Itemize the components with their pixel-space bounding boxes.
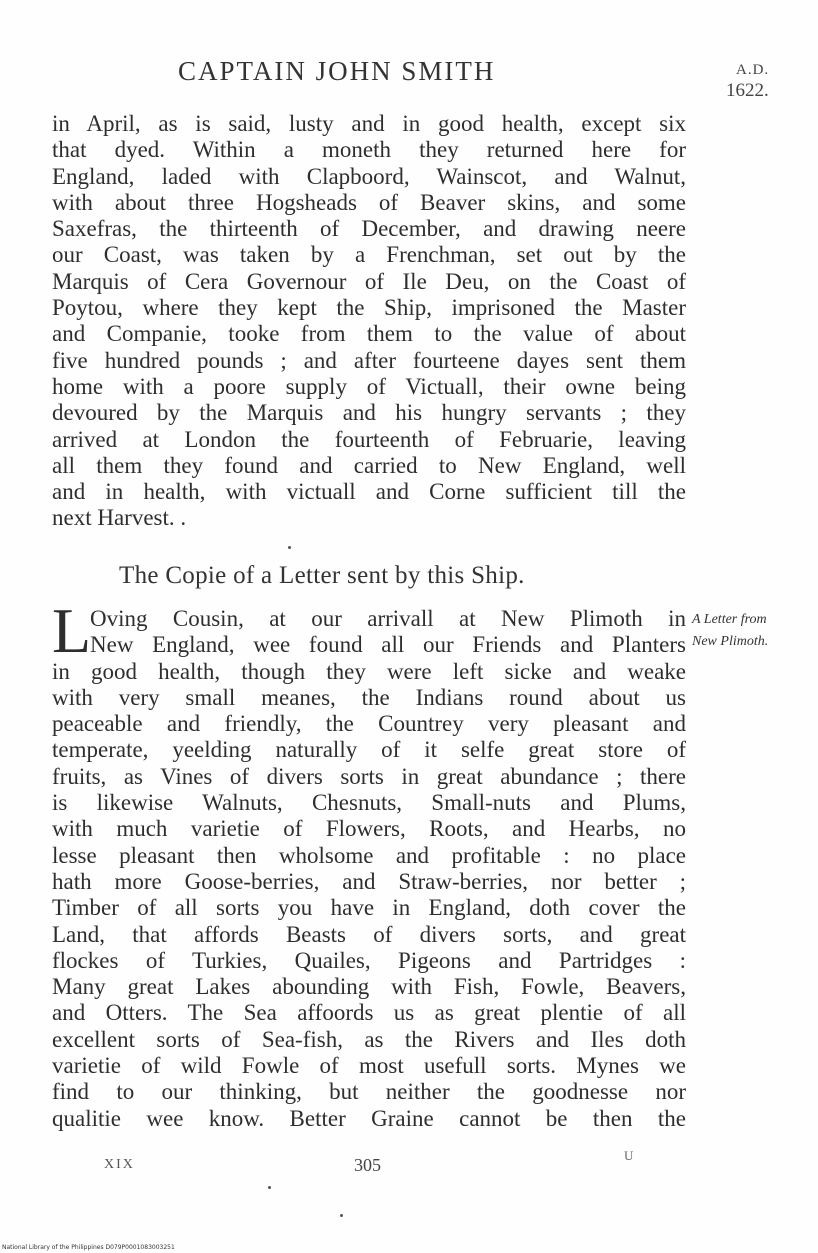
paper-speck [340, 1214, 343, 1217]
page-number: 305 [354, 1155, 381, 1175]
text-line: peaceable and friendly, the Countrey very pleasant and [52, 711, 686, 737]
text-line: Timber of all sorts you have in England, doth cover the [52, 895, 686, 921]
text-line: with about three Hogsheads of Beaver skins, and some [52, 189, 686, 215]
letter-title: The Copie of a Letter sent by this Ship. [119, 562, 525, 589]
text-line: fruits, as Vines of divers sorts in great abundance ; there [52, 763, 686, 789]
text-line: home with a poore supply of Victuall, their owne being [52, 373, 686, 399]
text-line: Poytou, where they kept the Ship, imprisoned the Master [52, 295, 686, 321]
text-line: is likewise Walnuts, Chesnuts, Small-nuts and Plums, [52, 790, 686, 816]
text-line: New England, wee found all our Friends and Planters [90, 632, 686, 658]
text-line: and in health, with victuall and Corne sufficient till the [52, 479, 686, 505]
text-line: and Companie, tooke from them to the value of about [52, 321, 686, 347]
date-year: 1622. [726, 80, 769, 101]
text-line: find to our thinking, but neither the goodnesse nor [52, 1079, 686, 1105]
text-line: all them they found and carried to New England, well [52, 452, 686, 478]
text-line: with much varietie of Flowers, Roots, and Hearbs, no [52, 816, 686, 842]
text-line: temperate, yeelding naturally of it selfe great store of [52, 737, 686, 763]
text-line: in good health, though they were left sicke and weake [52, 658, 686, 684]
paper-speck [268, 1186, 271, 1189]
text-line: next Harvest. . [52, 505, 187, 531]
letter-paragraph [52, 606, 686, 1132]
scan-credit: National Library of the Philippines D079P0001083003251 [2, 1244, 175, 1251]
text-line: hath more Goose-berries, and Straw-berries, nor better ; [52, 868, 686, 894]
text-line: qualitie wee know. Better Graine cannot be then the [52, 1105, 686, 1131]
text-line: Many great Lakes abounding with Fish, Fowle, Beavers, [52, 974, 686, 1000]
text-line: flockes of Turkies, Quailes, Pigeons and Partridges : [52, 947, 686, 973]
text-line: with very small meanes, the Indians round about us [52, 684, 686, 710]
text-line: varietie of wild Fowle of most usefull sorts. Mynes we [52, 1053, 686, 1079]
text-line: our Coast, was taken by a Frenchman, set out by the [52, 242, 686, 268]
drop-cap: L [52, 595, 92, 666]
text-line: Marquis of Cera Governour of Ile Deu, on the Coast of [52, 268, 686, 294]
text-line: Saxefras, the thirteenth of December, and drawing neere [52, 216, 686, 242]
text-line: lesse pleasant then wholsome and profitable : no place [52, 842, 686, 868]
text-line: England, laded with Clapboord, Wainscot, and Walnut, [52, 163, 686, 189]
margin-note-line: New Plimoth. [692, 634, 769, 649]
text-line: excellent sorts of Sea-fish, as the Rivers and Iles doth [52, 1026, 686, 1052]
text-line: Land, that affords Beasts of divers sorts, and great [52, 921, 686, 947]
date-era: A.D. [736, 62, 770, 78]
text-line: arrived at London the fourteenth of Februarie, leaving [52, 426, 686, 452]
text-line: Oving Cousin, at our arrivall at New Plimoth in [90, 606, 686, 631]
signature-mark-right: U [624, 1148, 634, 1163]
narrative-paragraph [52, 111, 686, 532]
paper-speck [288, 546, 291, 549]
text-line: devoured by the Marquis and his hungry servants ; they [52, 400, 686, 426]
running-title: CAPTAIN JOHN SMITH [178, 56, 496, 86]
text-line: in April, as is said, lusty and in good health, except six [52, 111, 686, 136]
text-line: and Otters. The Sea affoords us as great plentie of all [52, 1000, 686, 1026]
signature-mark-left: XIX [104, 1157, 135, 1172]
text-line: that dyed. Within a moneth they returned here for [52, 137, 686, 163]
margin-note-line: A Letter from [692, 612, 767, 627]
text-line: five hundred pounds ; and after fourteene dayes sent them [52, 347, 686, 373]
margin-note [692, 609, 768, 653]
